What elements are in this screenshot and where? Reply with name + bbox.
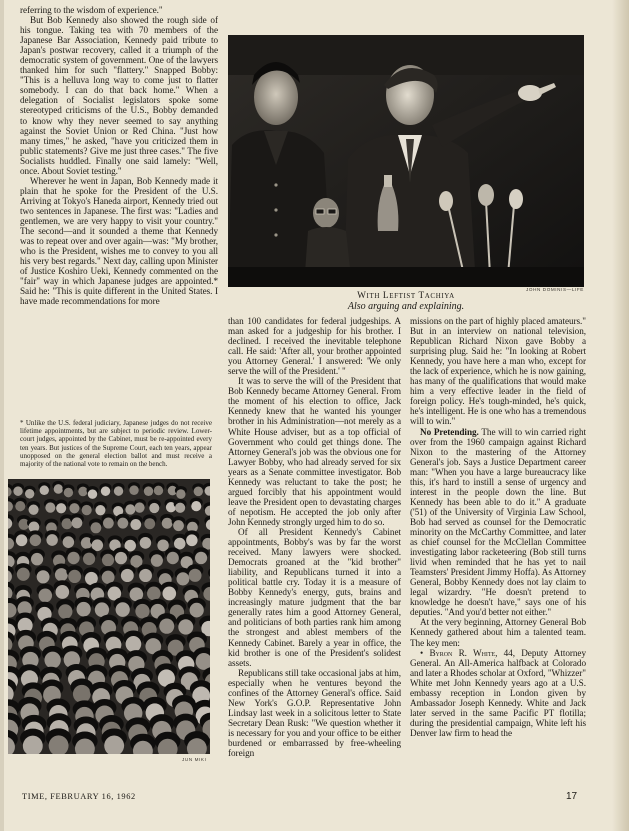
- col1-paragraph: Wherever he went in Japan, Bob Kennedy made it plain that he spoke for the President of the U.S. Arriving at Tokyo's Haneda airport, Kennedy tried out two sentences in Japanese. The first was: "Ladies and gentlemen, we are very happy to visit your country." The second—and it sounded a theme that Kennedy was to repeat over and over again—was: "My brother, who is the President, wishes me to convey to you all his very best regards." Next day, calling upon Minister of Justice Koshiro Ueki, Kennedy commented on the "fair" way in which Japanese judges are appointed.* Said he: "This is quite different in the United States. I have made recommendations for more: [20, 175, 218, 307]
- photo-kennedy-tachiya: [228, 35, 584, 287]
- col3-bullet-item: [410, 648, 586, 738]
- page-edge: [0, 0, 4, 831]
- footnote: * Unlike the U.S. federal judiciary, Japanese judges do not receive lifetime appointments, but are subject to periodic review. Lower-court judges, appointed by the Cabinet, must be re-appointed every ten years. But justices of the Supreme Court, each ten years, appear unopposed on the general election ballot and must receive a majority of the national vote to remain on the bench.: [20, 419, 212, 469]
- column-1: [20, 5, 218, 445]
- subheading-no-pretending: No Pretending.: [420, 426, 479, 437]
- bullet-icon: •: [420, 647, 430, 658]
- bullet-text: 44, Deputy Attorney General. An All-America halfback at Colorado and later a Rhodes scholar at Oxford, "Whizzer" White met John Kennedy years ago at a U.S. embassy reception in London given by Ambassador Joseph Kennedy. White and Jack later served in the same Pacific PT flotilla; during the presidential campaign, White left his Denver law firm to head the: [410, 647, 586, 738]
- page-number: 17: [566, 791, 578, 802]
- issue-line: TIME, FEBRUARY 16, 1962: [22, 792, 136, 801]
- photo-crowd-image: [8, 479, 210, 754]
- col1-paragraph: referring to the wisdom of experience.": [20, 5, 163, 15]
- col2-paragraph: It was to serve the will of the President that Bob Kennedy became Attorney General. From the moment of his election to office, Jack Kennedy knew that he wanted his younger brother in his Administration—not merely as a White House adviser, but as a top official of Government who could get things done. The Attorney General's job was the obvious one for Lawyer Bobby, who had already served for six years as a Senate committee investigator. Bob Kennedy was reluctant to take the post; he argued forcibly that his appointment would leave the President open to devastating charges of nepotism. He accepted the job only after John Kennedy strongly urged him to do so.: [228, 376, 401, 527]
- bullet-name: Byron R. White,: [429, 647, 498, 658]
- photo-top-caption-title: With Leftist Tachiya: [357, 291, 455, 301]
- photo-top-credit: JOHN DOMINIS—LIFE: [526, 287, 584, 292]
- page-gutter-shadow: [612, 0, 629, 831]
- photo-kennedy-tachiya-image: [228, 35, 584, 287]
- col3-paragraph-body: The will to win carried right over from the 1960 campaign against Richard Nixon to the mastering of the Attorney General's job. Says a Justice Department career man: "When you have a large bureaucracy like this, it's hard to instill a sense of urgency and interest in the people down the line. But Kennedy has been able to do it." A graduate ('51) of the University of Virginia Law School, Bob had served as counsel for the Democratic minority on the McCarthy Committee, and later as chief counsel for the McClellan Committee investigating labor racketeering (Bob still turns livid when reminded that he has yet to nail Teamsters' President Jimmy Hoffa). As Attorney General, Bobby Kennedy does not lay claim to legal wizardry. "He doesn't pretend to knowledge he doesn't have," says one of his deputies. "And you'd better not either.": [410, 426, 586, 618]
- col3-paragraph: missions on the part of highly placed amateurs." But in an interview on national television, Republican Richard Nixon gave Bobby a surprising plug. Said he: "In looking at Robert Kennedy, you have here a man who, except for the lack of experience, which he is now gaining, has many of the qualifications that would make him a very effective leader in the field of foreign policy. He's tough-minded, he's quick, he's intelligent. He is one who has a tremendous will to win.": [410, 316, 586, 427]
- column-2: [228, 316, 401, 810]
- col3-paragraph: At the very beginning, Attorney General Bob Kennedy gathered about him a talented team. The key men:: [410, 617, 586, 648]
- col2-paragraph: than 100 candidates for federal judgeships. A man asked for a judgeship for his brother. I declined. I received the inevitable telephone call. He said: 'After all, your brother appointed you Attorney General.' I answered: 'We only serve the will of the President.' ": [228, 316, 401, 377]
- photo-top-caption-subtitle: Also arguing and explaining.: [347, 301, 465, 312]
- col1-paragraph: But Bob Kennedy also showed the rough side of his tongue. Taking tea with 70 members of the Japanese Bar Association, Kennedy paid tribute to Japan's postwar recovery, called it a triumph of the democratic system of government. One of the lawyers thanked him for such "flattery." Snapped Bobby: "This is a helluva long way to come just to flatter somebody. I can do that back home." When a delegation of Socialist legislators spoke some stereotyped criticisms of the U.S., Bobby demanded to know why they never seemed to say anything against the Soviet Union or Red China. "Just how many times," he asked, "have you criticized them in public statements? Give me just three cases." The five Socialists huddled. Finally one said lamely: "Well, once. About Soviet testing.": [20, 15, 218, 176]
- col3-paragraph: [410, 427, 586, 618]
- col2-paragraph: Republicans still take occasional jabs at him, especially when he ventures beyond the confines of the Attorney General's office. Said New York's G.O.P. Representative John Lindsay last week in a solicitous letter to State Secretary Dean Rusk: "We question whether it is necessary for you and your office to be either burdened or embarrassed by free-wheeling foreign: [228, 667, 401, 759]
- photo-bottom-credit: JUN MIKI: [182, 757, 207, 762]
- column-3: [410, 316, 586, 810]
- col2-paragraph: Of all President Kennedy's Cabinet appointments, Bobby's was by far the worst received. Many lawyers were shocked. Democrats groaned at the "kid brother" liability, and Republicans turned it into a political battle cry. Today it is a measure of Bobby Kennedy's energy, guts, brains and increasingly mature judgment that the bar generally rates him a good Attorney General, and politicians of both parties rank him among the strongest and ablest members of the Kennedy Cabinet. Barely a year in office, the kid brother is one of the President's solidest assets.: [228, 526, 401, 668]
- photo-crowd: [8, 479, 210, 754]
